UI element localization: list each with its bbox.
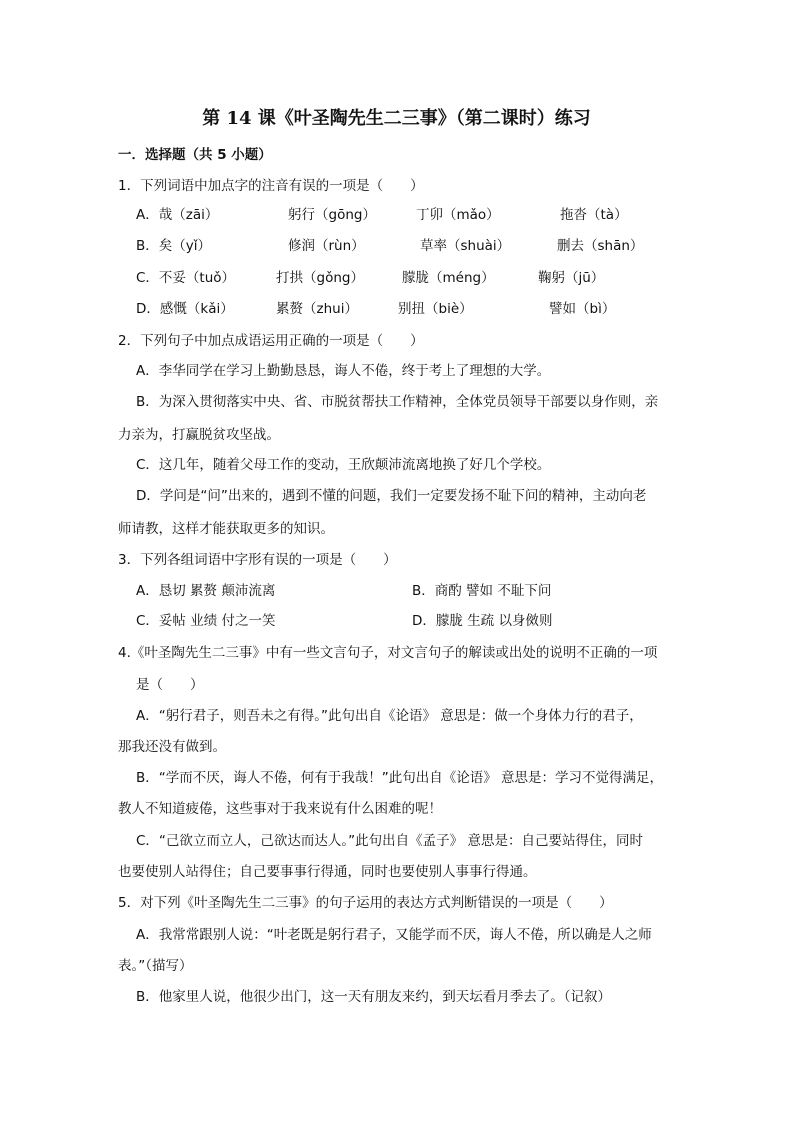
question-5-stem: 5．对下列《叶圣陶先生二三事》的句子运用的表达方式判断错误的一项是（ ） xyxy=(118,895,613,911)
question-4-stem-line1: 4.《叶圣陶先生二三事》中有一些文言句子，对文言句子的解读或出处的说明不正确的一项 xyxy=(118,645,658,661)
q2-option-d-line2: 师请教，这样才能获取更多的知识。 xyxy=(118,521,334,537)
q1-option-b: B．矣（yǐ） xyxy=(136,238,212,254)
q4-option-a-line2: 那我还没有做到。 xyxy=(118,739,226,755)
question-1-stem: 1．下列词语中加点字的注音有误的一项是（ ） xyxy=(118,178,424,194)
q1-c-word-2: 打拱（gǒng） xyxy=(276,270,364,286)
q1-option-c: C．不妥（tuǒ） xyxy=(136,270,236,286)
q3-option-b: B．商酌 譬如 不耻下问 xyxy=(412,583,552,599)
q1-option-a: A．哉（zāi） xyxy=(136,207,219,223)
q2-option-b-line1: B．为深入贯彻落实中央、省、市脱贫帮扶工作精神，全体党员领导干部要以身作则，亲 xyxy=(136,394,659,410)
question-2-stem: 2．下列句子中加点成语运用正确的一项是（ ） xyxy=(118,333,424,349)
q1-a-word-2: 躬行（gōng） xyxy=(288,207,376,223)
q1-b-word-3: 草率（shuài） xyxy=(420,238,511,254)
q1-option-d: D．感慨（kǎi） xyxy=(136,301,234,317)
q4-option-c-line1: C．“己欲立而立人，己欲达而达人。”此句出自《孟子》 意思是：自己要站得住，同时 xyxy=(136,833,643,849)
q2-option-b-line2: 力亲为，打赢脱贫攻坚战。 xyxy=(118,427,280,443)
q1-c-word-3: 朦胧（méng） xyxy=(402,270,495,286)
q1-b-word-4: 删去（shān） xyxy=(557,238,644,254)
q1-b-word-2: 修润（rùn） xyxy=(288,238,365,254)
section-heading: 一．选择题（共 5 小题） xyxy=(118,147,272,163)
q2-option-c: C．这几年，随着父母工作的变动，王欣颠沛流离地换了好几个学校。 xyxy=(136,457,551,473)
q4-option-b-line2: 教人不知道疲倦，这些事对于我来说有什么困难的呢！ xyxy=(118,801,442,817)
q5-option-a-line1: A．我常常跟别人说：“叶老既是躬行君子，又能学而不厌，诲人不倦，所以确是人之师 xyxy=(136,927,652,943)
q3-option-c: C．妥帖 业绩 付之一笑 xyxy=(136,613,276,629)
question-4-stem-line2: 是（ ） xyxy=(136,677,204,693)
q4-option-a-line1: A．“躬行君子，则吾未之有得。”此句出自《论语》 意思是：做一个身体力行的君子， xyxy=(136,708,643,724)
q1-d-word-4: 譬如（bì） xyxy=(549,301,616,317)
q1-a-word-3: 丁卯（mǎo） xyxy=(416,207,500,223)
q1-c-word-4: 鞠躬（jū） xyxy=(538,270,605,286)
q2-option-d-line1: D．学问是“问”出来的，遇到不懂的问题，我们一定要发扬不耻下问的精神，主动向老 xyxy=(136,488,647,504)
q5-option-a-line2: 表。”（描写） xyxy=(118,958,193,974)
q4-option-c-line2: 也要使别人站得住；自己要事事行得通，同时也要使别人事事行得通。 xyxy=(118,864,537,880)
question-3-stem: 3．下列各组词语中字形有误的一项是（ ） xyxy=(118,552,397,568)
q5-option-b: B．他家里人说，他很少出门，这一天有朋友来约，到天坛看月季去了。（记叙） xyxy=(136,989,612,1005)
q3-option-a: A．恳切 累赘 颠沛流离 xyxy=(136,583,276,599)
q1-d-word-3: 别扭（biè） xyxy=(398,301,473,317)
q3-option-d: D．朦胧 生疏 以身傚则 xyxy=(412,613,553,629)
q2-option-a: A．李华同学在学习上勤勤恳恳，诲人不倦，终于考上了理想的大学。 xyxy=(136,363,551,379)
q1-d-word-2: 累赘（zhui） xyxy=(276,301,358,317)
q1-a-word-4: 拖沓（tà） xyxy=(560,207,628,223)
q4-option-b-line1: B．“学而不厌，诲人不倦，何有于我哉！”此句出自《论语》 意思是：学习不觉得满足， xyxy=(136,770,664,786)
page-title: 第 14 课《叶圣陶先生二三事》（第二课时）练习 xyxy=(202,108,591,129)
